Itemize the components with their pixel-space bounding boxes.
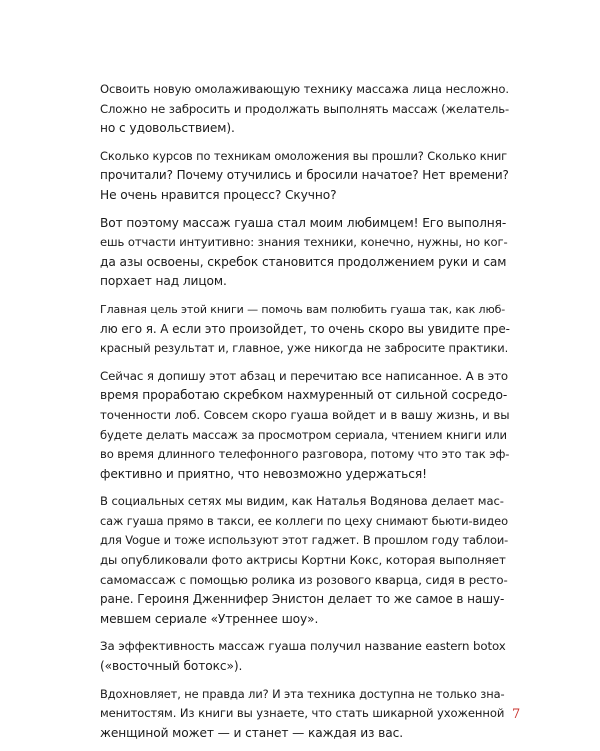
text-line: мевшем сериале «Утреннее шоу». — [100, 611, 319, 626]
text-line: Не очень нравится процесс? Скучно? — [100, 187, 337, 202]
text-line: саж гуаша прямо в такси, ее коллеги по цеху снимают бьюти-видео — [100, 513, 508, 528]
paragraph — [100, 80, 510, 139]
text-line: Сейчас я допишу этот абзац и перечитаю все написанное. А в это — [100, 368, 509, 383]
text-line: точенности лоб. Совсем скоро гуаша войдет и в вашу жизнь, и вы — [100, 407, 510, 422]
text-line: Вот поэтому массаж гуаша стал моим любимцем! Его выполня- — [100, 215, 507, 230]
text-line: Освоить новую омолаживающую технику массажа лица несложно. — [100, 82, 509, 96]
text-line: менитостям. Из книги вы узнаете, что стать шикарной ухоженной — [100, 706, 505, 721]
paragraph — [100, 637, 510, 676]
text-line: во время длинного телефонного разговора, потому что это так эф- — [100, 447, 510, 462]
text-line: будете делать массаж за просмотром сериала, чтением книги или — [100, 427, 507, 442]
text-line: Вдохновляет, не правда ли? И эта техника доступна не только зна- — [100, 686, 505, 701]
text-line: да азы освоены, скребок становится продолжением руки и сам — [100, 254, 507, 269]
text-line: За эффективность массаж гуаша получил название eastern botox — [100, 639, 506, 654]
paragraph — [100, 685, 510, 744]
body-text — [100, 80, 510, 751]
text-line: Сколько курсов по техникам омоложения вы прошли? Сколько книг — [100, 148, 508, 163]
text-line: В социальных сетях мы видим, как Наталья Водянова делает мас- — [100, 494, 504, 509]
text-line: лю его я. А если это произойдет, то очень скоро вы увидите пре- — [100, 321, 510, 336]
text-line: ешь отчасти интуитивно: знания техники, конечно, нужны, но ког- — [100, 235, 508, 250]
text-line: фективно и приятно, что невозможно удержаться! — [100, 466, 427, 481]
text-line: порхает над лицом. — [100, 274, 227, 289]
paragraph — [100, 367, 510, 485]
text-line: для Vogue и тоже используют этот гаджет. В прошлом году таблои- — [100, 533, 509, 548]
text-line: Главная цель этой книги — помочь вам полюбить гуаша так, как люб- — [100, 302, 506, 316]
paragraph — [100, 214, 510, 292]
text-line: но с удовольствием). — [100, 121, 235, 136]
text-line: ды опубликовали фото актрисы Кортни Кокс, которая выполняет — [100, 553, 506, 568]
text-line: ране. Героиня Дженнифер Энистон делает то же самое в нашу- — [100, 592, 505, 607]
text-line: прочитали? Почему отучились и бросили начатое? Нет времени? — [100, 168, 509, 183]
text-line: самомассаж с помощью ролика из розового кварца, сидя в ресто- — [100, 572, 508, 587]
paragraph — [100, 492, 510, 629]
paragraph — [100, 147, 510, 206]
page-number: 7 — [512, 707, 521, 722]
paragraph — [100, 300, 510, 359]
text-line: («восточный ботокс»). — [100, 659, 243, 674]
text-line: красный результат и, главное, уже никогда не забросите практики. — [100, 341, 509, 356]
text-line: Сложно не забросить и продолжать выполнять массаж (желатель- — [100, 101, 510, 116]
text-line: женщиной может — и станет — каждая из вас. — [100, 725, 404, 740]
text-line: время проработаю скребком нахмуренный от сильной сосредо- — [100, 388, 508, 403]
